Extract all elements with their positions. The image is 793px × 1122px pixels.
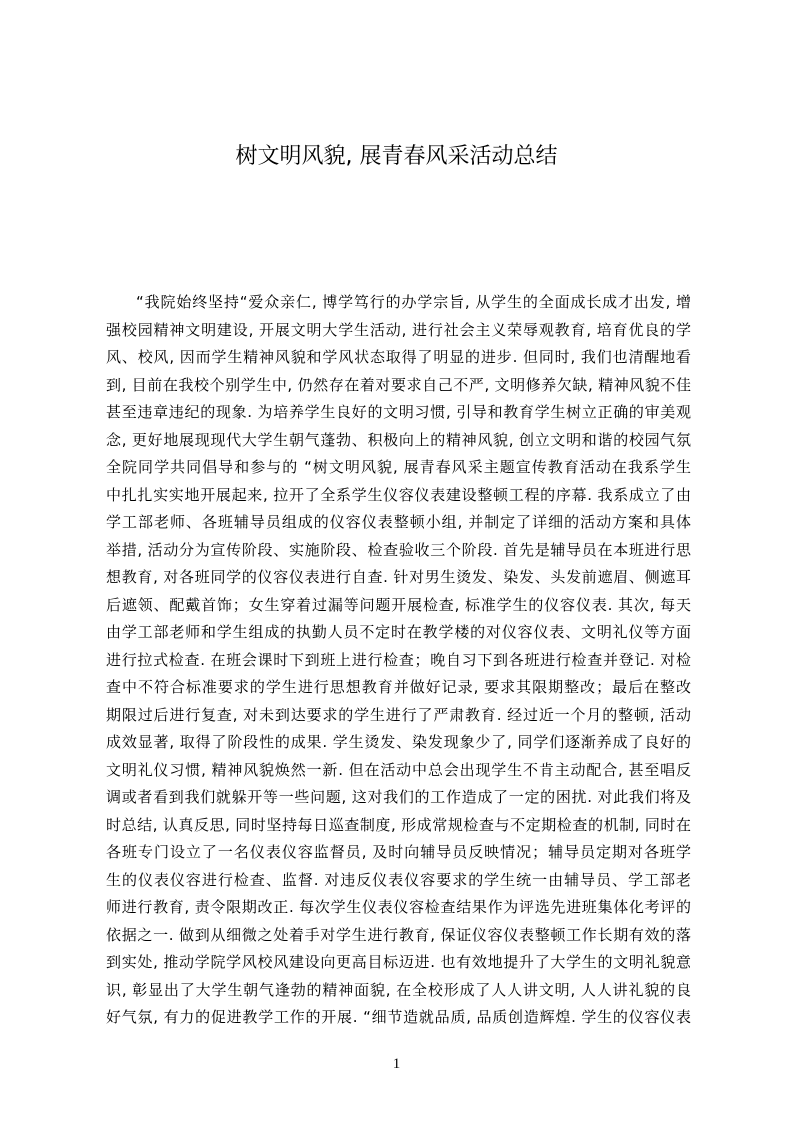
body-paragraph	[106, 289, 691, 1032]
text-line: 各班专门设立了一名仪表仪容监督员, 及时向辅导员反映情况；辅导员定期对各班学	[106, 843, 691, 861]
text-line: 想教育, 对各班同学的仪容仪表进行自查. 针对男生烫发、染发、头发前遮眉、侧遮耳	[106, 568, 691, 586]
text-line: 全院同学共同倡导和参与的 “树文明风貌, 展青春风采主题宣传教育活动在我系学生	[106, 458, 691, 476]
text-line: 后遮领、配戴首饰；女生穿着过漏等问题开展检查, 标准学生的仪容仪表. 其次, 每天	[106, 595, 691, 614]
text-line: 好气氛, 有力的促进教学工作的开展. “细节造就品质, 品质创造辉煌. 学生的仪容仪表	[106, 1008, 691, 1026]
text-line: 举措, 活动分为宣传阶段、实施阶段、检查验收三个阶段. 首先是辅导员在本班进行思	[106, 540, 691, 559]
document-title: 树文明风貌, 展青春风采活动总结	[235, 144, 558, 169]
text-line: 风、校风, 因而学生精神风貌和学风状态取得了明显的进步. 但同时, 我们也清醒地看	[106, 348, 691, 366]
text-line: 强校园精神文明建设, 开展文明大学生活动, 进行社会主义荣辱观教育, 培育优良的学	[106, 320, 691, 339]
text-line: 依据之一. 做到从细微之处着手对学生进行教育, 保证仪容仪表整顿工作长期有效的落	[106, 925, 691, 944]
text-line: 学工部老师、各班辅导员组成的仪容仪表整顿小组, 并制定了详细的活动方案和具体	[106, 513, 691, 531]
text-line: 中扎扎实实地开展起来, 拉开了全系学生仪容仪表建设整顿工程的序幕. 我系成立了由	[106, 485, 691, 504]
text-line: 进行拉式检查. 在班会课时下到班上进行检查；晚自习下到各班进行检查并登记. 对检	[106, 650, 691, 669]
text-line: 查中不符合标准要求的学生进行思想教育并做好记录, 要求其限期整改；最后在整改	[106, 678, 691, 696]
text-line: 师进行教育, 责令限期改正. 每次学生仪表仪容检查结果作为评选先进班集体化考评的	[106, 898, 691, 916]
text-line: 到, 目前在我校个别学生中, 仍然存在着对要求自己不严, 文明修养欠缺, 精神风貌不佳	[106, 375, 691, 394]
text-line: 由学工部老师和学生组成的执勤人员不定时在教学楼的对仪容仪表、文明礼仪等方面	[106, 623, 691, 641]
text-line: 识, 彰显出了大学生朝气逢勃的精神面貌, 在全校形成了人人讲文明, 人人讲礼貌的良	[106, 980, 691, 999]
page-number: 1	[392, 1056, 401, 1072]
text-line: 文明礼仪习惯, 精神风貌焕然一新. 但在活动中总会出现学生不肯主动配合, 甚至唱反	[106, 760, 691, 779]
text-line: 时总结, 认真反思, 同时坚持每日巡查制度, 形成常规检查与不定期检查的机制, 同时在	[106, 815, 691, 834]
text-line: 念, 更好地展现现代大学生朝气蓬勃、积极向上的精神风貌, 创立文明和谐的校园气氛	[106, 430, 691, 449]
text-line: 到实处, 推动学院学风校风建设向更高目标迈进. 也有效地提升了大学生的文明礼貌意	[106, 953, 691, 971]
text-line: 生的仪表仪容进行检查、监督. 对违反仪表仪容要求的学生统一由辅导员、学工部老	[106, 870, 691, 889]
text-line: 甚至违章违纪的现象. 为培养学生良好的文明习惯, 引导和教育学生树立正确的审美观	[106, 403, 691, 421]
text-line: “我院始终坚持“爱众亲仁, 博学笃行的办学宗旨, 从学生的全面成长成才出发, 增	[136, 293, 691, 311]
text-line: 调或者看到我们就躲开等一些问题, 这对我们的工作造成了一定的困扰. 对此我们将及	[106, 788, 691, 806]
text-line: 成效显著, 取得了阶段性的成果. 学生烫发、染发现象少了, 同学们逐渐养成了良好的	[106, 733, 691, 751]
text-line: 期限过后进行复查, 对未到达要求的学生进行了严肃教育. 经过近一个月的整顿, 活动	[106, 705, 691, 724]
